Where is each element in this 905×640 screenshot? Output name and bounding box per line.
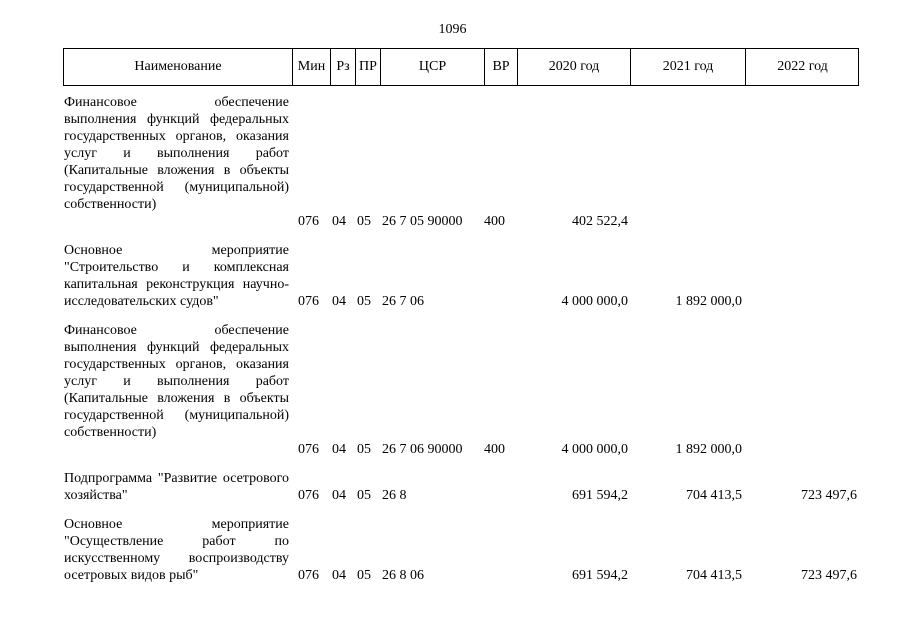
row-min: 076 bbox=[298, 442, 319, 457]
row-min: 076 bbox=[298, 294, 319, 309]
row-2021: 1 892 000,0 bbox=[675, 442, 742, 457]
row-2020: 4 000 000,0 bbox=[561, 294, 628, 309]
row-pr: 05 bbox=[357, 294, 371, 309]
header-csr: ЦСР bbox=[380, 49, 484, 85]
row-csr: 26 8 06 bbox=[382, 568, 424, 583]
row-vr: 400 bbox=[484, 442, 505, 457]
row-pr: 05 bbox=[357, 488, 371, 503]
row-2021: 1 892 000,0 bbox=[675, 294, 742, 309]
row-rz: 04 bbox=[332, 294, 346, 309]
row-2021: 704 413,5 bbox=[686, 568, 742, 583]
row-rz: 04 bbox=[332, 442, 346, 457]
row-name: Основное мероприятие "Осуществление работ по искусственному воспроизводству осетровых видов рыб" bbox=[64, 517, 289, 583]
row-csr: 26 7 05 90000 bbox=[382, 214, 463, 229]
row-min: 076 bbox=[298, 214, 319, 229]
row-2022: 723 497,6 bbox=[801, 568, 857, 583]
row-vr: 400 bbox=[484, 214, 505, 229]
row-2020: 402 522,4 bbox=[572, 214, 628, 229]
header-name: Наименование bbox=[134, 59, 222, 74]
row-csr: 26 8 bbox=[382, 488, 407, 503]
row-pr: 05 bbox=[357, 214, 371, 229]
row-rz: 04 bbox=[332, 488, 346, 503]
row-2020: 691 594,2 bbox=[572, 488, 628, 503]
row-pr: 05 bbox=[357, 442, 371, 457]
header-rz: Рз bbox=[330, 49, 355, 85]
row-csr: 26 7 06 bbox=[382, 294, 424, 309]
row-name: Финансовое обеспечение выполнения функций федеральных государственных органов, оказания услуг и выполнения работ (Капитальные вложения в объекты государственной (муниципальной) собственности) bbox=[64, 95, 289, 212]
row-pr: 05 bbox=[357, 568, 371, 583]
row-min: 076 bbox=[298, 568, 319, 583]
row-2021: 704 413,5 bbox=[686, 488, 742, 503]
header-2021: 2021 год bbox=[630, 49, 745, 85]
table-header bbox=[63, 48, 859, 86]
row-min: 076 bbox=[298, 488, 319, 503]
header-2022: 2022 год bbox=[745, 49, 859, 85]
page-number: 1096 bbox=[438, 22, 467, 37]
row-rz: 04 bbox=[332, 568, 346, 583]
row-2020: 4 000 000,0 bbox=[561, 442, 628, 457]
row-2020: 691 594,2 bbox=[572, 568, 628, 583]
row-name: Подпрограмма "Развитие осетрового хозяйства" bbox=[64, 471, 289, 503]
row-name: Финансовое обеспечение выполнения функций федеральных государственных органов, оказания услуг и выполнения работ (Капитальные вложения в объекты государственной (муниципальной) собственности) bbox=[64, 323, 289, 440]
row-csr: 26 7 06 90000 bbox=[382, 442, 463, 457]
row-name: Основное мероприятие "Строительство и комплексная капитальная реконструкция научно-исследовательских судов" bbox=[64, 243, 289, 309]
header-vr: ВР bbox=[484, 49, 517, 85]
header-min: Мин bbox=[292, 49, 330, 85]
header-pr: ПР bbox=[355, 49, 380, 85]
row-2022: 723 497,6 bbox=[801, 488, 857, 503]
row-rz: 04 bbox=[332, 214, 346, 229]
header-2020: 2020 год bbox=[517, 49, 630, 85]
